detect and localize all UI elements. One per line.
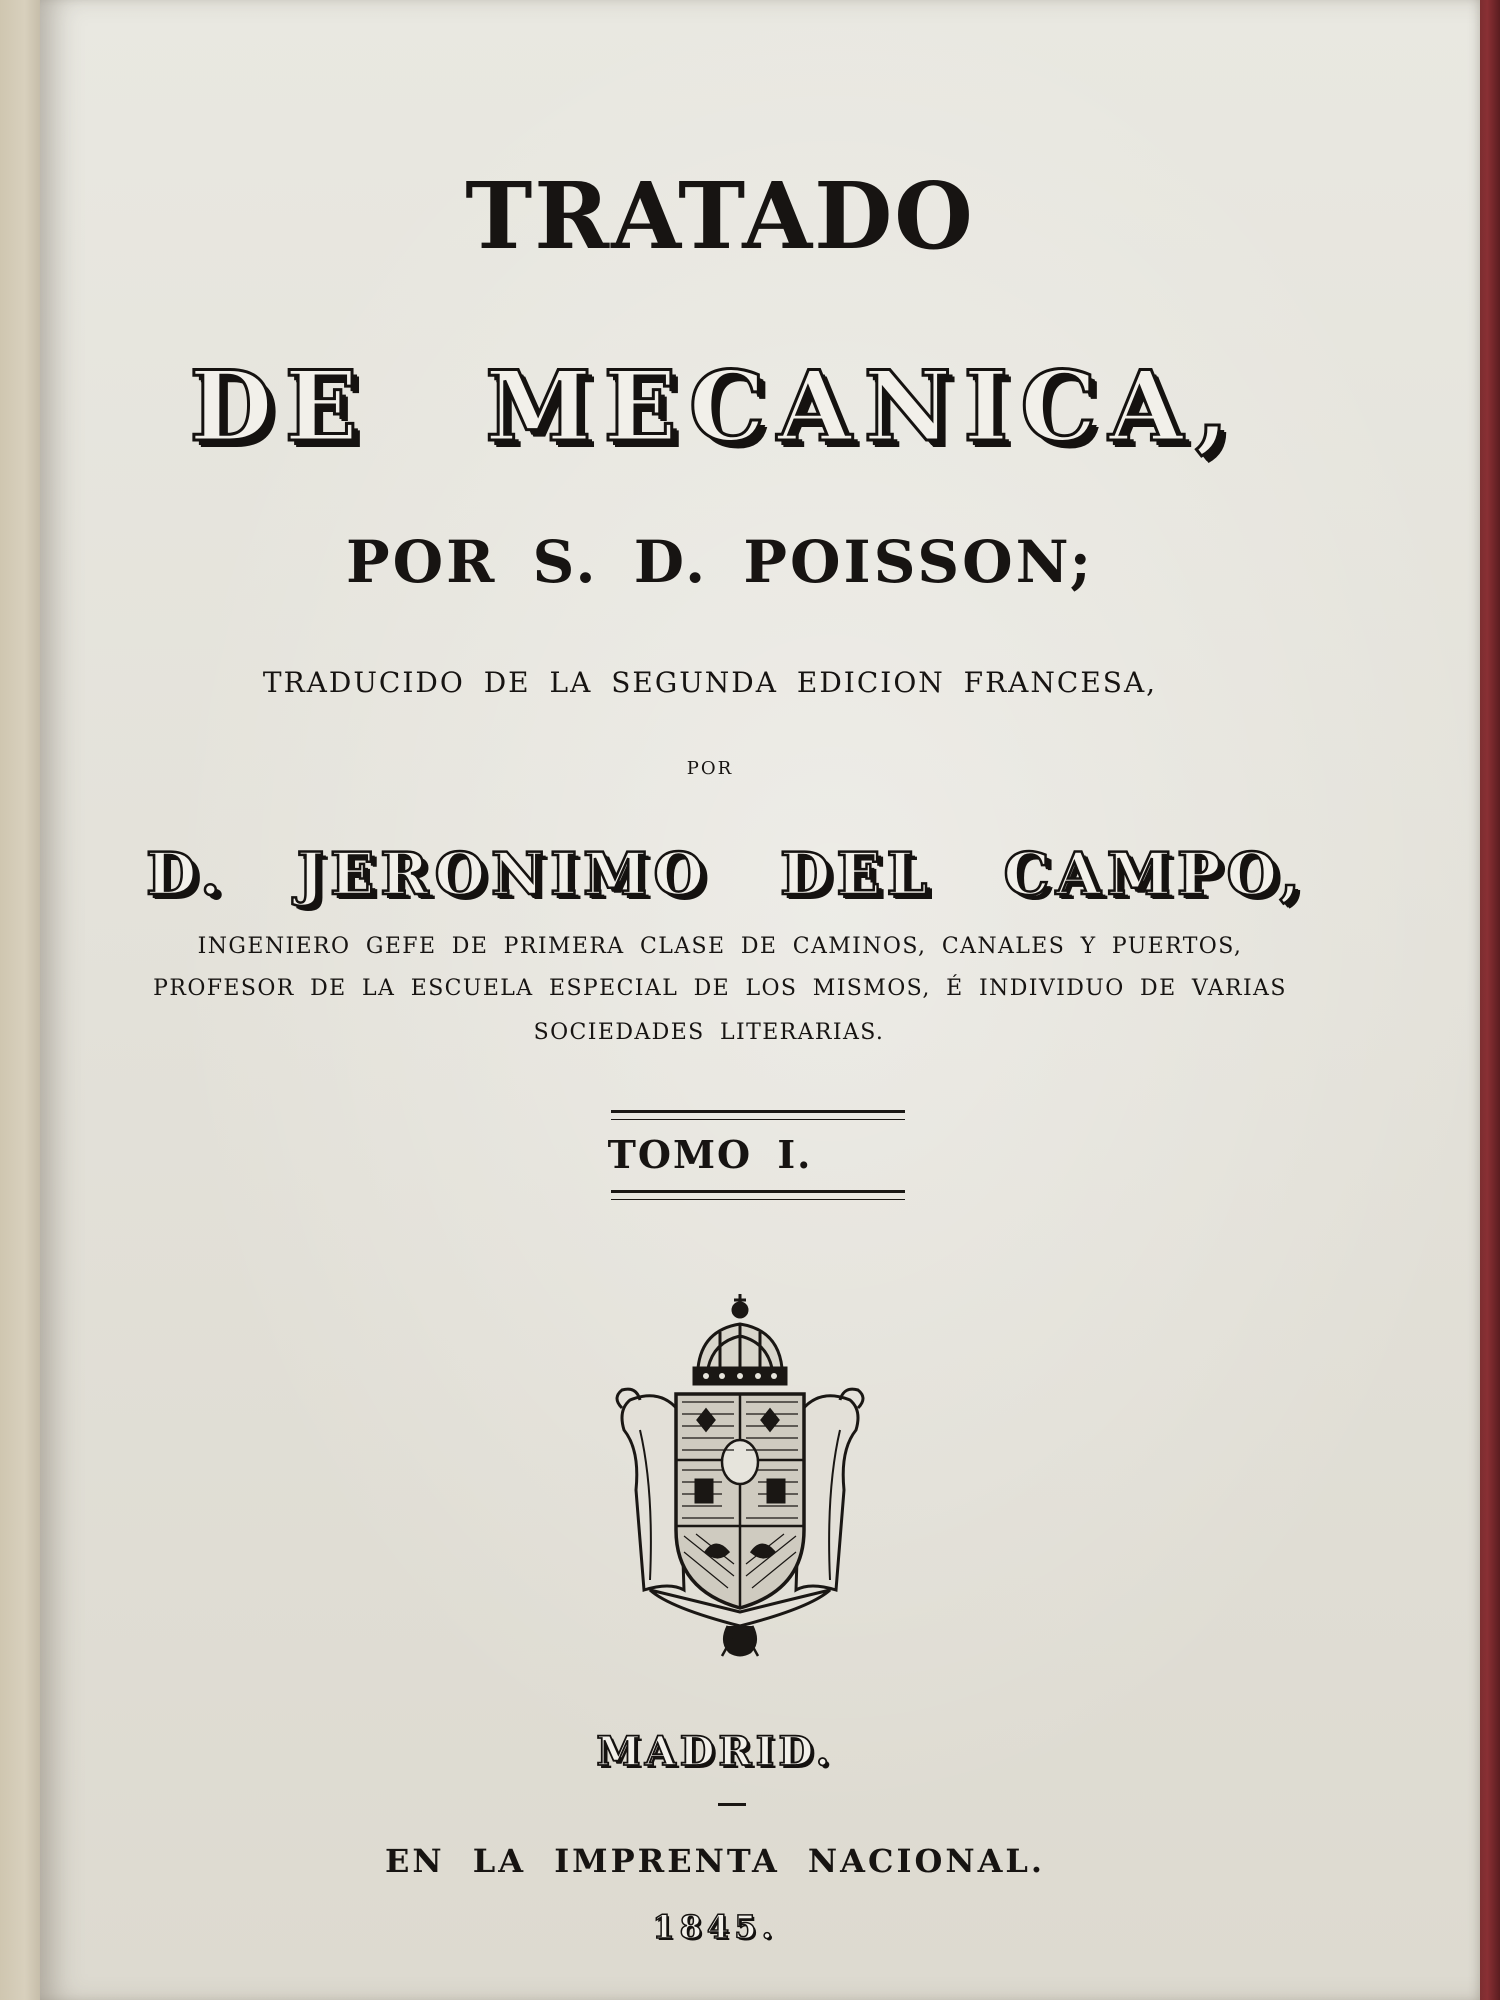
imprint-printer: EN LA IMPRENTA NACIONAL. bbox=[384, 1842, 1046, 1880]
translation-note: TRADUCIDO DE LA SEGUNDA EDICION FRANCESA, bbox=[262, 666, 1158, 699]
translator-by: POR bbox=[686, 758, 734, 779]
volume-number: TOMO I. bbox=[607, 1132, 813, 1177]
book-subtitle: DE MECANICA, bbox=[189, 350, 1241, 463]
book-title: TRATADO bbox=[465, 162, 975, 270]
coat-of-arms-icon bbox=[610, 1290, 870, 1660]
author-line: POR S. D. POISSON; bbox=[346, 528, 1094, 596]
translator-name: D. JERONIMO DEL CAMPO, bbox=[146, 840, 1306, 908]
translator-credentials-line-2: PROFESOR DE LA ESCUELA ESPECIAL DE LOS MISMOS, É INDIVIDUO DE VARIAS bbox=[153, 976, 1287, 1001]
imprint-rule bbox=[718, 1803, 746, 1806]
translator-credentials-line-1: INGENIERO GEFE DE PRIMERA CLASE DE CAMINOS, CANALES Y PUERTOS, bbox=[197, 934, 1243, 959]
volume-rule-bottom bbox=[611, 1190, 905, 1200]
translator-credentials-line-3: SOCIEDADES LITERARIAS. bbox=[533, 1020, 885, 1045]
imprint-place: MADRID. bbox=[596, 1728, 834, 1775]
title-page-content bbox=[146, 0, 1306, 2000]
imprint-year: 1845. bbox=[652, 1908, 778, 1946]
title-page bbox=[40, 0, 1480, 2000]
volume-rule-top bbox=[611, 1110, 905, 1120]
